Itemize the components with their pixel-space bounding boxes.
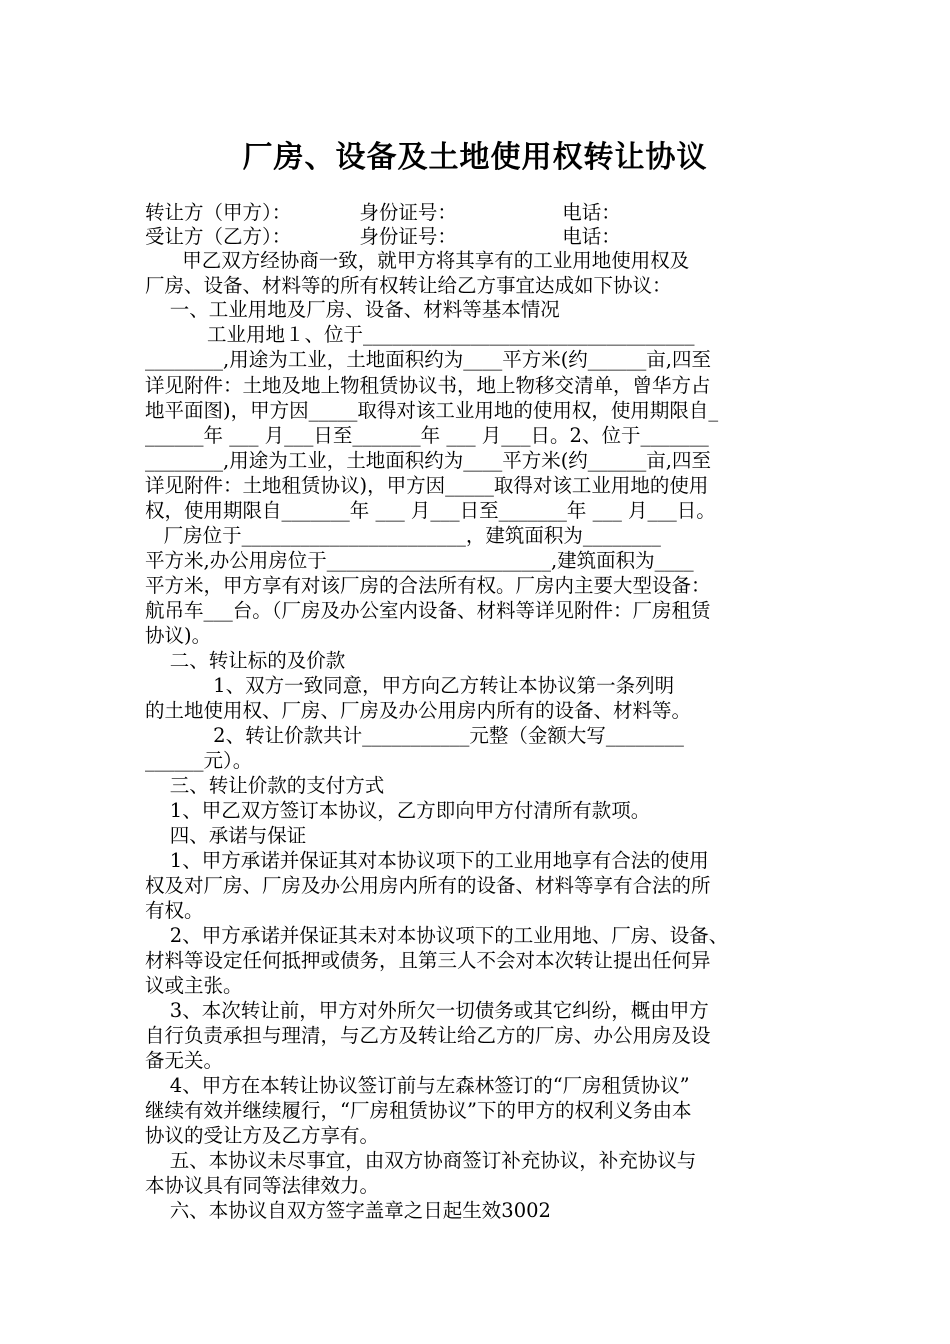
section-heading-3: 三、转让价款的支付方式 (145, 774, 385, 797)
paragraph-line: 3、本次转让前，甲方对外所欠一切债务或其它纠纷，概由甲方 (145, 999, 709, 1022)
paragraph-line: 权，使用期限自_______年 ___ 月___日至_______年 ___ 月___日。 (145, 499, 716, 522)
section-heading-4: 四、承诺与保证 (145, 824, 307, 847)
paragraph-line: 4、甲方在本转让协议签订前与左森林签订的“厂房租赁协议” (145, 1074, 690, 1097)
document-title: 厂房、设备及土地使用权转让协议 (242, 140, 708, 175)
paragraph-line: 议或主张。 (145, 974, 243, 997)
paragraph-line: 1、甲乙双方签订本协议，乙方即向甲方付清所有款项。 (145, 799, 651, 822)
paragraph-line: 甲乙双方经协商一致，就甲方将其享有的工业用地使用权及 (145, 249, 690, 272)
paragraph-line: 详见附件：土地及地上物租赁协议书，地上物移交清单，曾华方占 (145, 374, 711, 397)
paragraph-line: 平方米，甲方享有对该厂房的合法所有权。厂房内主要大型设备： (145, 574, 711, 597)
paragraph-line: 自行负责承担与理清，与乙方及转让给乙方的厂房、办公用房及设 (145, 1024, 711, 1047)
paragraph-line: 有权。 (145, 899, 204, 922)
paragraph-line: 备无关。 (145, 1049, 224, 1072)
paragraph-line: 1、甲方承诺并保证其对本协议项下的工业用地享有合法的使用 (145, 849, 709, 872)
paragraph-line: 厂房位于_______________________，建筑面积为________ (145, 524, 661, 547)
section-heading-1: 一、工业用地及厂房、设备、材料等基本情况 (145, 298, 560, 321)
paragraph-line: 2、甲方承诺并保证其未对本协议项下的工业用地、厂房、设备、 (145, 924, 729, 947)
paragraph-line: 1、双方一致同意，甲方向乙方转让本协议第一条列明 (145, 674, 675, 697)
section-heading-2: 二、转让标的及价款 (145, 649, 346, 672)
party-b-line: 受让方（乙方）： 身份证号： 电话： (145, 225, 621, 248)
paragraph-line: 继续有效并继续履行，“厂房租赁协议”下的甲方的权利义务由本 (145, 1099, 692, 1122)
paragraph-line: 的土地使用权、厂房、厂房及办公用房内所有的设备、材料等。 (145, 699, 692, 722)
paragraph-line: 2、转让价款共计___________元整（金额大写________ (145, 724, 684, 747)
paragraph-line: 工业用地１、位于__________________________________ (145, 323, 695, 346)
section-heading-5: 五、本协议未尽事宜，由双方协商签订补充协议，补充协议与 (145, 1149, 697, 1172)
paragraph-line: ______元）。 (145, 749, 253, 772)
paragraph-line: 本协议具有同等法律效力。 (145, 1174, 380, 1197)
party-a-line: 转让方（甲方）： 身份证号： 电话： (145, 201, 621, 224)
paragraph-line: 材料等设定任何抵押或债务，且第三人不会对本次转让提出任何异 (145, 949, 711, 972)
paragraph-line: 地平面图)，甲方因_____取得对该工业用地的使用权，使用期限自_ (145, 399, 719, 422)
paragraph-line: 详见附件：土地租赁协议)，甲方因_____取得对该工业用地的使用 (145, 474, 709, 497)
paragraph-line: ________,用途为工业，土地面积约为____平方米(约______亩,四至 (145, 348, 712, 371)
paragraph-line: 厂房、设备、材料等的所有权转让给乙方事宜达成如下协议： (145, 274, 672, 297)
section-heading-6: 六、本协议自双方签字盖章之日起生效3002 (145, 1199, 551, 1222)
paragraph-line: 权及对厂房、厂房及办公用房内所有的设备、材料等享有合法的所 (145, 874, 711, 897)
paragraph-line: ______年 ___ 月___日至_______年 ___ 月___日。2、位于_______ (145, 424, 709, 447)
paragraph-line: 平方米,办公用房位于_______________________,建筑面积为____ (145, 549, 694, 572)
paragraph-line: 协议的受让方及乙方享有。 (145, 1124, 380, 1147)
paragraph-line: 航吊车___台。（厂房及办公室内设备、材料等详见附件：厂房租赁 (145, 599, 711, 622)
paragraph-line: ________,用途为工业，土地面积约为____平方米(约______亩,四至 (145, 449, 712, 472)
paragraph-line: 协议)。 (145, 624, 212, 647)
